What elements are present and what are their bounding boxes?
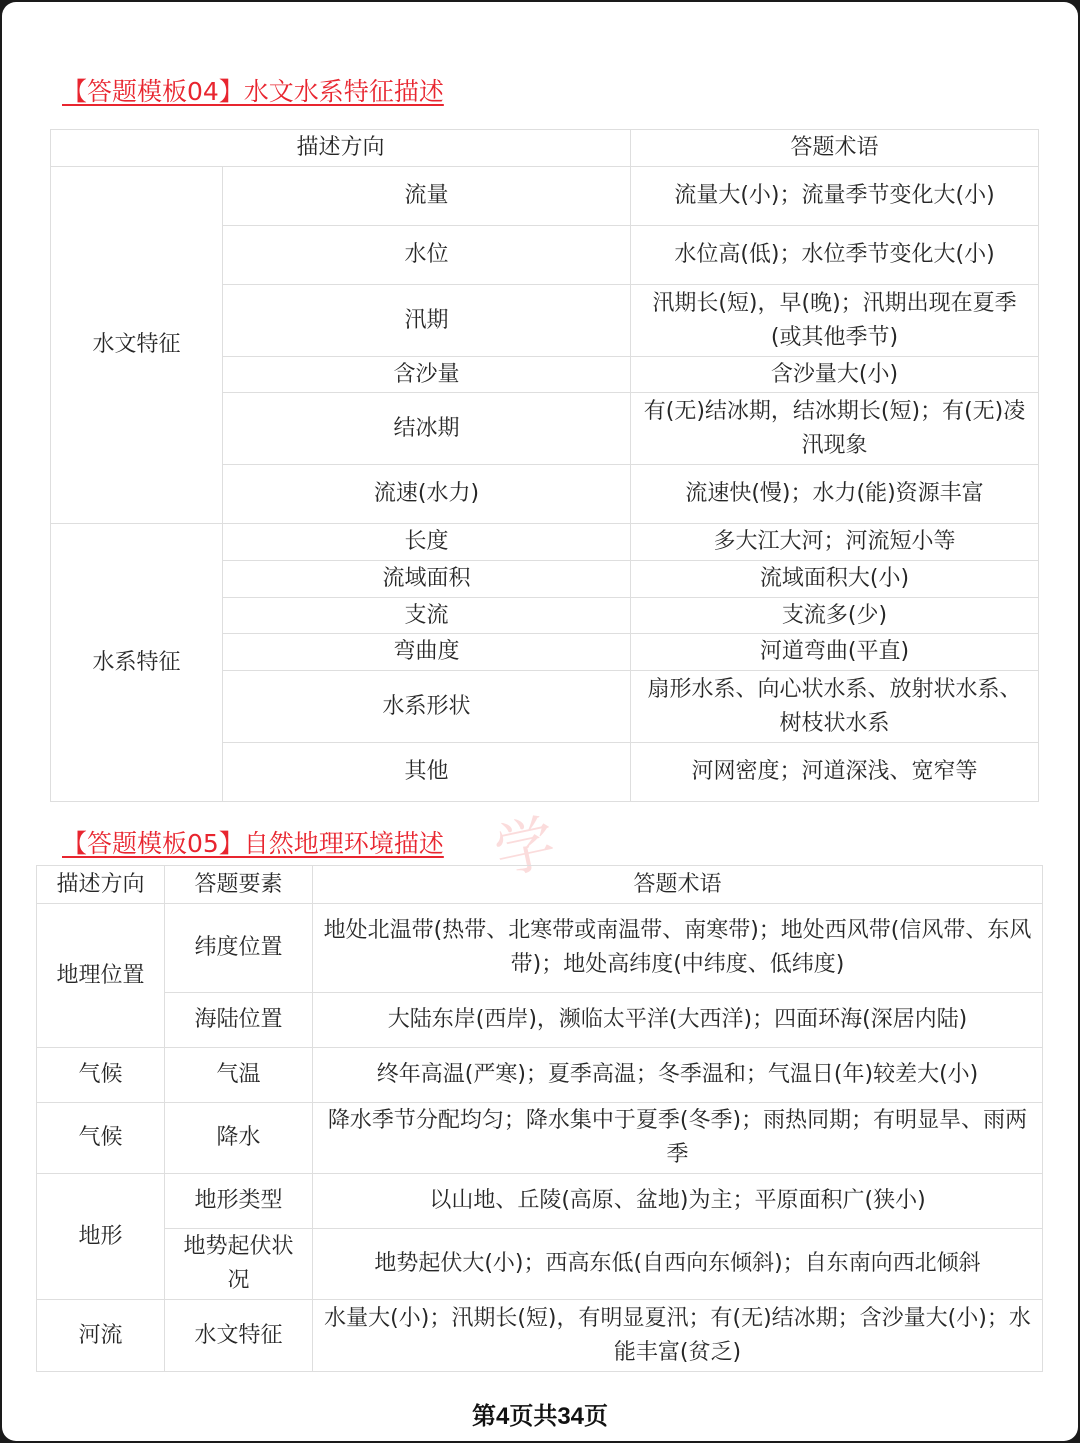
element-cell: 纬度位置	[165, 904, 313, 993]
aspect-cell: 水系形状	[223, 671, 631, 743]
aspect-cell: 汛期	[223, 285, 631, 357]
term-cell: 水位高(低)；水位季节变化大(小)	[631, 226, 1039, 285]
element-cell: 降水	[165, 1103, 313, 1174]
group-label: 水系特征	[51, 524, 223, 802]
document-page	[2, 2, 1078, 1441]
term-cell: 地处北温带(热带、北寒带或南温带、南寒带)；地处西风带(信风带、东风带)；地处高纬度(中纬度、低纬度)	[313, 904, 1043, 993]
element-cell: 气温	[165, 1048, 313, 1103]
table-row	[51, 167, 1039, 226]
term-cell: 以山地、丘陵(高原、盆地)为主；平原面积广(狭小)	[313, 1174, 1043, 1229]
header-terms: 答题术语	[631, 130, 1039, 167]
table-row	[37, 1300, 1043, 1372]
element-cell: 水文特征	[165, 1300, 313, 1372]
term-cell: 终年高温(严寒)；夏季高温；冬季温和；气温日(年)较差大(小)	[313, 1048, 1043, 1103]
term-cell: 流量大(小)；流量季节变化大(小)	[631, 167, 1039, 226]
table-row	[37, 993, 1043, 1048]
aspect-cell: 流速(水力)	[223, 465, 631, 524]
term-cell: 扇形水系、向心状水系、放射状水系、树枝状水系	[631, 671, 1039, 743]
term-cell: 支流多(少)	[631, 598, 1039, 634]
table-header-row	[51, 130, 1039, 167]
aspect-cell: 长度	[223, 524, 631, 561]
watermark: 学	[488, 807, 562, 889]
element-cell: 地形类型	[165, 1174, 313, 1229]
environment-table	[36, 865, 1043, 1372]
header-element: 答题要素	[165, 866, 313, 904]
term-cell: 流域面积大(小)	[631, 561, 1039, 598]
table-row	[51, 524, 1039, 561]
page-number: 第4页共34页	[471, 1403, 609, 1430]
term-cell: 多大江大河；河流短小等	[631, 524, 1039, 561]
aspect-cell: 结冰期	[223, 393, 631, 465]
aspect-cell: 流域面积	[223, 561, 631, 598]
term-cell: 河网密度；河道深浅、宽窄等	[631, 743, 1039, 802]
term-cell: 水量大(小)；汛期长(短)，有明显夏汛；有(无)结冰期；含沙量大(小)；水能丰富(贫乏)	[313, 1300, 1043, 1372]
aspect-cell: 流量	[223, 167, 631, 226]
table-header-row	[37, 866, 1043, 904]
term-cell: 地势起伏大(小)；西高东低(自西向东倾斜)；自东南向西北倾斜	[313, 1229, 1043, 1300]
aspect-cell: 弯曲度	[223, 634, 631, 671]
table-row	[37, 1103, 1043, 1174]
aspect-cell: 含沙量	[223, 357, 631, 393]
hydrology-table	[50, 129, 1039, 802]
element-cell: 海陆位置	[165, 993, 313, 1048]
term-cell: 有(无)结冰期，结冰期长(短)；有(无)凌汛现象	[631, 393, 1039, 465]
direction-cell: 气候	[37, 1103, 165, 1174]
direction-cell: 地形	[37, 1174, 165, 1300]
template05-title: 【答题模板05】自然地理环境描述	[62, 829, 444, 858]
table-row	[37, 1048, 1043, 1103]
term-cell: 降水季节分配均匀；降水集中于夏季(冬季)；雨热同期；有明显旱、雨两季	[313, 1103, 1043, 1174]
term-cell: 流速快(慢)；水力(能)资源丰富	[631, 465, 1039, 524]
group-label: 水文特征	[51, 167, 223, 524]
term-cell: 河道弯曲(平直)	[631, 634, 1039, 671]
table-row	[37, 1229, 1043, 1300]
header-direction: 描述方向	[37, 866, 165, 904]
aspect-cell: 其他	[223, 743, 631, 802]
header-terms: 答题术语	[313, 866, 1043, 904]
table-row	[37, 1174, 1043, 1229]
header-direction: 描述方向	[51, 130, 631, 167]
term-cell: 含沙量大(小)	[631, 357, 1039, 393]
direction-cell: 地理位置	[37, 904, 165, 1048]
term-cell: 大陆东岸(西岸)，濒临太平洋(大西洋)；四面环海(深居内陆)	[313, 993, 1043, 1048]
aspect-cell: 支流	[223, 598, 631, 634]
direction-cell: 河流	[37, 1300, 165, 1372]
direction-cell: 气候	[37, 1048, 165, 1103]
table-row	[37, 904, 1043, 993]
term-cell: 汛期长(短)，早(晚)；汛期出现在夏季(或其他季节)	[631, 285, 1039, 357]
element-cell: 地势起伏状况	[165, 1229, 313, 1300]
aspect-cell: 水位	[223, 226, 631, 285]
template04-title: 【答题模板04】水文水系特征描述	[62, 77, 444, 106]
